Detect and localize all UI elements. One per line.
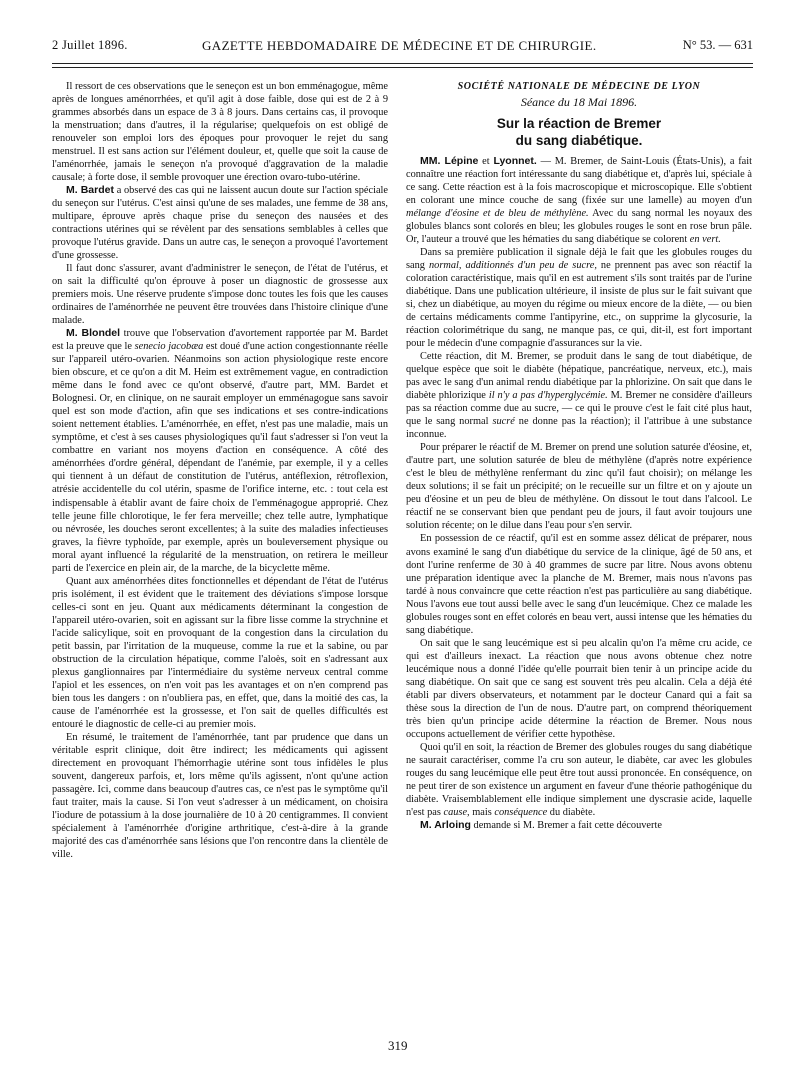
speaker-name: MM. Lépine <box>420 155 479 168</box>
paragraph: Dans sa première publication il signale déjà le fait que les globules rouges du sang normal, additionnés d'un peu de sucre, ne prennent pas avec son réactif la coloration caractéristique, mais qu'il en est autrement s'ils sont traités par de l'urine diabétique. Dans une publication ultérieure, il insiste de plus sur le fait suivant que si, chez un diabétique, au moyen du régime ou mieux encore de la diète, — ou bien de certains médicaments comme l'antipyrine, etc., on supprime la glycosurie, la réaction colorimétrique du sang, ne manque pas, ce qui, dit-il, est fort important pour le médecin d'une compagnie d'assurances sur la vie. <box>406 247 753 350</box>
right-column <box>406 80 752 832</box>
paragraph: On sait que le sang leucémique est si peu alcalin qu'on l'a même cru acide, ce qui est d'ailleurs inexact. La réaction que nous avons obtenue chez notre leucémique nous a donné l'idée qu'elle pourrait bien tenir à un principe acide du sang diabétique. On sait que ce sang est souvent très peu alcalin. Cela a déjà été établi par divers observateurs, et notamment par le docteur Canard qui a fait sa thèse sous la direction de l'un de nous. D'autre part, on comprend théoriquement très bien qu'un principe acide détermine la réaction de Bremer. Nous nous occupons actuellement de vérifier cette hypothèse. <box>406 637 752 740</box>
paragraph: Pour préparer le réactif de M. Bremer on prend une solution saturée d'éosine, et, d'autre part, une solution saturée de bleu de méthylène (d'après notre expérience c'est le bleu de méthylène renfermant du zinc qu'il faut choisir); on mélange les deux solutions; il se fait un précipité; on le recueille sur un filtre et on y ajoute un peu d'éosine et un peu de bleu de méthylène. On dissout le tout dans l'alcool. Le réactif ne se conservant bien que pendant peu de jours, il faut avoir toujours une solution récente; on le dilue dans l'eau pour s'en servir. <box>406 442 752 532</box>
paragraph: Quoi qu'il en soit, la réaction de Bremer des globules rouges du sang diabétique ne saurait caractériser, comme l'a cru son auteur, le diabète, car avec les globules rouges du sang leucémique elle peut être tout aussi prononcée. En conséquence, on ne peut tirer de son existence un argument en faveur d'une théorie pathogénique du diabète. Vraisemblablement elle indique simplement une dyscrasie acide, laquelle n'est pas cause, mais conséquence du diabète. <box>406 741 752 818</box>
running-header <box>52 38 753 60</box>
speaker-name: M. Arloing <box>420 818 471 831</box>
header-rule-thin <box>52 67 753 68</box>
session-date: Séance du 18 Mai 1896. <box>520 95 638 110</box>
speaker-name: M. Blondel <box>66 327 121 340</box>
speaker-name: Lyonnet. <box>493 155 537 168</box>
paragraph: En résumé, le traitement de l'aménorrhée, tant par prudence que dans un véritable esprit clinique, doit être indirect; les médicaments qui agissent directement en provoquant l'hémorrhagie utérine sont tous infidèles le plus souvent, dangereux parfois, et, lors même qu'ils agissent, n'ont qu'une action passagère. Ici, comme dans beaucoup d'autres cas, ce n'est pas le symptôme qu'il faut traiter, mais la cause. Si l'on veut s'adresser à un médicament, on choisira l'iodure de potassium à la dose journalière de 10 à 20 centigrammes. Il convient spécialement à l'aménorrhée d'origine arthritique, c'est-à-dire à la grande majorité des cas d'aménorrhée sans lésions que l'on rencontre dans la clientèle de ville. <box>52 731 388 860</box>
header-rule <box>52 63 753 64</box>
article-title: Sur la réaction de Bremer du sang diabétique. <box>496 116 662 149</box>
left-column <box>52 80 388 861</box>
page-number: 319 <box>388 1038 408 1053</box>
paragraph: M. Blondel trouve que l'observation d'avortement rapportée par M. Bardet est la preuve que le senecio jacobæa est doué d'une action congestionnante réelle sur l'appareil utéro-ovarien. Néanmoins son action physiologique reste encore bien obscure, et ce qu'on a dit M. Heim est extrêmement vague, en contradiction même dans le fond avec ce qu'ont observé, d'autre part, MM. Bardet et Bolognesi. Or, en clinique, on ne saurait employer un emménagogue sans savoir quel est son mode d'action, afin que ses indications et ses contre-indications soient nettement établies. L'aménorrhée, en effet, n'est pas une maladie, mais un symptôme, et c'est à ses causes physiologiques qu'il faut s'adresser si l'on veut la combattre en variant nos moyens d'action en conséquence. A côté des aménorrhées d'ordre général, dépendant de l'anémie, par exemple, il y a celles qui tiennent à un défaut de constitution de l'utérus, antéflexion, rétroflexion, atrésie accidentelle du col utérin, spasme de l'orifice interne, etc. : tout cela est indispensable à établir avant de faire choix de l'emménagogue approprié. Chez telle jeune fille chlorotique, le fer fera merveille; chez telle autre, lymphatique ou névrosée, les douches seront excellentes; à la suite des maladies infectieuses graves, la fièvre typhoïde, par exemple, après un bouleversement physique ou moral ayant influencé la régularité de la menstruation, on retirera le meilleur parti de l'exercice en plein air, de la marche, de la bicyclette même. <box>52 327 388 574</box>
paragraph: En possession de ce réactif, qu'il est en somme assez délicat de préparer, nous avons examiné le sang d'un diabétique du service de la clinique, âgé de 50 ans, et dont l'urine renferme de 30 à 40 grammes de sucre par litre. Nous avons obtenu une préparation identique avec la planche de M. Bremer, mais nous n'avons pas tardé à nous convaincre que cette réaction n'est pas particulière au sang diabétique. Nous l'avons eue tout aussi belle avec le sang d'un leucémique. Chez ce malade les globules rouges sont en effet colorés en beau vert, aussi intense que les hématies du sang diabétique. <box>406 533 752 636</box>
paragraph: M. Bardet a observé des cas qui ne laissent aucun doute sur l'action spéciale du seneçon sur l'utérus. C'est ainsi qu'une de ses malades, une femme de 38 ans, multipare, éprouve après chaque prise du seneçon des nausées et des contractions utérines qui se révèlent par des sensations semblables à celles que provoque l'utérus gravide. Dans un autre cas, le seneçon a provoqué l'avortement d'une grossesse. <box>52 184 389 262</box>
issue-date: 2 Juillet 1896. <box>52 38 128 52</box>
paragraph: Il faut donc s'assurer, avant d'administrer le seneçon, de l'état de l'utérus, et on sait la difficulté qu'on éprouve à poser un diagnostic de grossesse aux premiers mois. Une réserve prudente s'impose donc toutes les fois que les causes ordinaires de l'aménorrhée ne peuvent être trouvées dans l'histoire clinique d'une malade. <box>52 263 388 327</box>
paragraph: M. Arloing demande si M. Bremer a fait cette découverte <box>420 818 662 831</box>
issue-number: N° 53. — 631 <box>682 38 753 52</box>
paragraph: MM. Lépine et Lyonnet. — M. Bremer, de Saint-Louis (États-Unis), a fait connaître une réaction fort intéressante du sang diabétique et, d'après lui, spéciale à ce sang. Cette réaction est à la fois macroscopique et microscopique. Elle s'obtient en colorant une mince couche de sang (fixée sur une lamelle) au moyen d'un mélange d'éosine et de bleu de méthylène. Avec du sang normal les noyaux des globules blancs sont colorés en bleu; les globules rouges le sont en rose brun pâle. Or, l'auteur a trouvé que les hématies du sang diabétique se colorent en vert. <box>406 155 752 246</box>
paragraph: Il ressort de ces observations que le seneçon est un bon emménagogue, même après de longues aménorrhées, et qu'il agit à dose faible, dose qui est de 2 à 9 grammes absorbés dans un espace de 3 à 8 jours. Dans certains cas, il provoque la menstruation; dans d'autres, il la régularise; quelquefois on est obligé de renouveler son emploi lors des époques pour provoquer le rejet du sang menstruel. Il est sans action sur l'élément douleur, et, quelle que soit la cause de l'aménorrhée, jamais le seneçon n'a provoqué d'aggravation de la maladie causale; à forte dose, il semble provoquer une érection ovaro-tubo-utérine. <box>52 81 388 184</box>
section-title: SOCIÉTÉ NATIONALE DE MÉDECINE DE LYON <box>457 81 701 92</box>
paragraph: Quant aux aménorrhées dites fonctionnelles et dépendant de l'état de l'utérus pris isolément, il est évident que le traitement des déviations s'impose lorsque celles-ci sont en jeu. Quant aux médicaments déterminant la congestion de l'appareil utéro-ovarien, soit en agissant sur la fibre lisse comme la strychnine et l'acide salicylique, soit en provoquant de la congestion dans la circulation du petit bassin, par l'irritation de la muqueuse, comme la rue et la sabine, ou par obstruction de la circulation hépatique, comme l'aloès, soit en s'adressant aux plexus ganglionnaires par l'intermédiaire du système nerveux central comme l'apiol et les essences, on n'en voit pas les avantages et on n'en comprend pas bien tous les dangers : on n'oubliera pas, en effet, que, dans la moitié des cas, la cause de l'aménorrhée est la grossesse, et l'on sait de quelles difficultés est entouré le diagnostic de celle-ci au premier mois. <box>52 575 388 730</box>
paragraph: Cette réaction, dit M. Bremer, se produit dans le sang de tout diabétique, de quelque espèce que soit le diabète (hépatique, pancréatique, nerveux, etc.), mais pas avec le sang d'un animal rendu diabétique par la phlorizine. On sait que dans le diabète phlorizique il n'y a pas d'hyperglycémie. M. Bremer ne considère d'ailleurs pas sa réaction comme due au sucre, — ce qui le prouve c'est le fait cité plus haut, que le sang normal sucré ne donne pas la réaction); il l'attribue à une substance inconnue. <box>406 351 752 441</box>
journal-title: GAZETTE HEBDOMADAIRE DE MÉDECINE ET DE CHIRURGIE. <box>202 38 597 53</box>
speaker-name: M. Bardet <box>66 184 114 197</box>
